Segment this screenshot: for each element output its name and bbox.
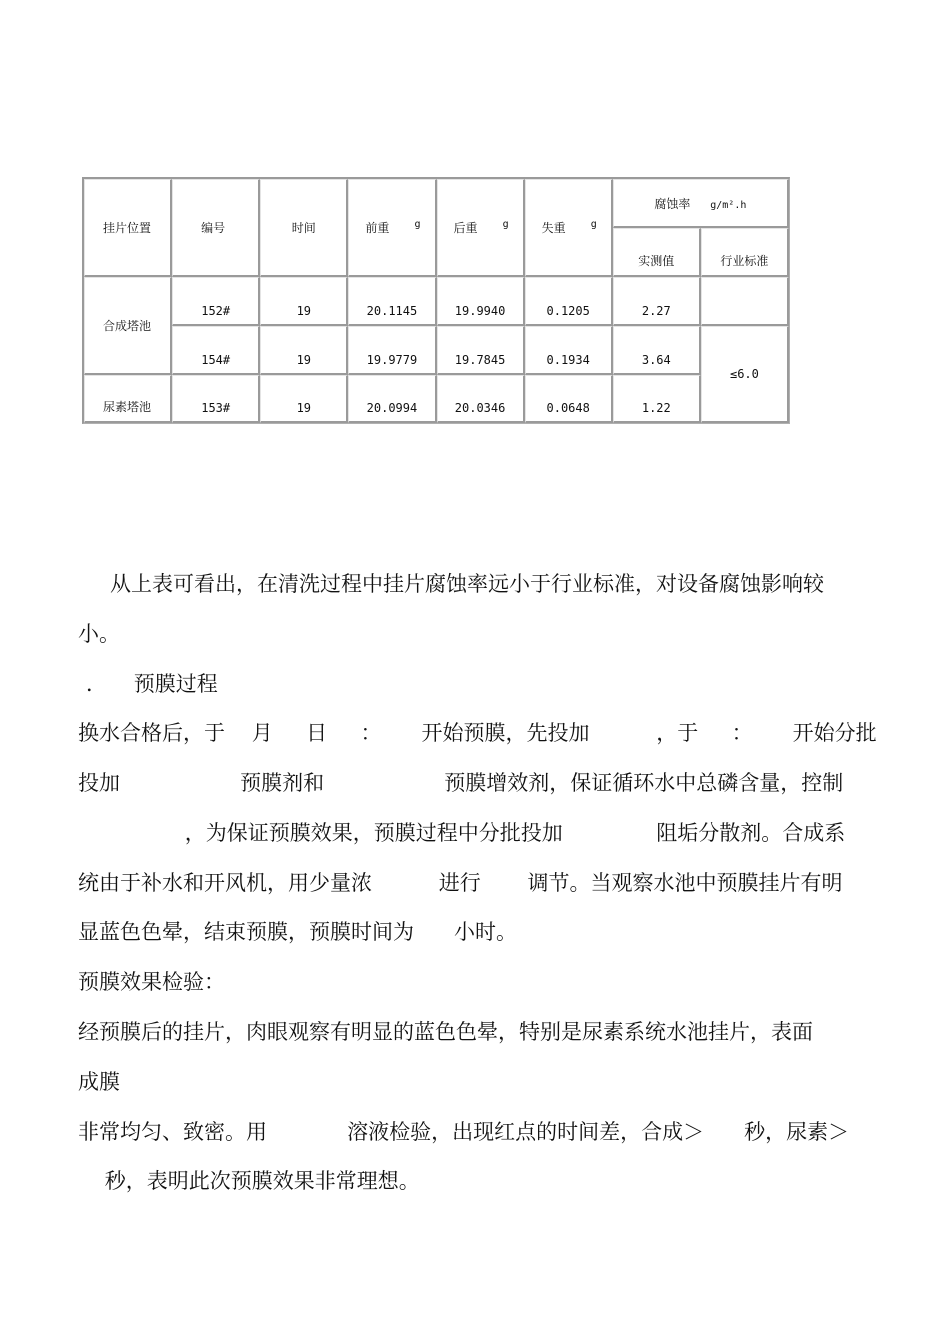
paragraph-result-line2: 秒，表明此次预膜效果非常理想。 xyxy=(78,1169,420,1193)
header-before-weight-label: 前重 xyxy=(365,221,390,235)
paragraph-prefilm-line2: 投加 预膜剂和 预膜增效剂，保证循环水中总磷含量，控制 xyxy=(78,771,844,795)
cell-number: 154# xyxy=(172,326,260,375)
cell-after: 19.9940 xyxy=(437,277,525,326)
header-position: 挂片位置 xyxy=(84,179,172,277)
cell-time: 19 xyxy=(260,375,348,423)
cell-number: 152# xyxy=(172,277,260,326)
table-row xyxy=(84,326,789,375)
header-time: 时间 xyxy=(260,179,348,277)
paragraph-result-line1: 非常均匀、致密。用 溶液检验，出现红点的时间差，合成＞ 秒，尿素＞ xyxy=(78,1120,850,1144)
group-label-synthesis: 合成塔池 xyxy=(84,277,172,375)
cell-lost: 0.1934 xyxy=(525,326,613,375)
header-after-weight-label: 后重 xyxy=(453,221,478,235)
paragraph-prefilm-line4: 统由于补水和开风机，用少量浓 进行 调节。当观察水池中预膜挂片有明 xyxy=(78,871,843,895)
cell-standard-value: ≤6.0 xyxy=(701,326,789,423)
table-row xyxy=(84,277,789,326)
cell-before: 19.9779 xyxy=(348,326,436,375)
cell-measured: 3.64 xyxy=(613,326,701,375)
header-corrosion-rate xyxy=(613,179,789,228)
header-lost-weight xyxy=(525,179,613,277)
header-corrosion-rate-label: 腐蚀率 xyxy=(654,196,691,211)
paragraph-prefilm-line5: 显蓝色色晕，结束预膜，预膜时间为 小时。 xyxy=(78,920,518,944)
paragraph-check-line2: 成膜 xyxy=(78,1070,120,1094)
header-measured: 实测值 xyxy=(613,228,701,277)
cell-time: 19 xyxy=(260,326,348,375)
header-before-weight xyxy=(348,179,436,277)
cell-before: 20.1145 xyxy=(348,277,436,326)
header-after-weight-unit: g xyxy=(502,219,509,230)
header-after-weight xyxy=(437,179,525,277)
cell-standard-empty xyxy=(701,277,789,326)
section-heading-prefilm: ． 预膜过程 xyxy=(86,672,218,696)
cell-after: 20.0346 xyxy=(437,375,525,423)
cell-lost: 0.1205 xyxy=(525,277,613,326)
header-lost-weight-label: 失重 xyxy=(541,221,566,235)
header-standard: 行业标准 xyxy=(701,228,789,277)
cell-before: 20.0994 xyxy=(348,375,436,423)
cell-time: 19 xyxy=(260,277,348,326)
cell-lost: 0.0648 xyxy=(525,375,613,423)
group-label-urea: 尿素塔池 xyxy=(84,375,172,423)
paragraph-prefilm-line1: 换水合格后，于 月 日 ： 开始预膜，先投加 ，于 ： 开始分批 xyxy=(78,721,877,745)
cell-measured: 2.27 xyxy=(613,277,701,326)
header-corrosion-rate-unit: g/m².h xyxy=(710,199,747,211)
table-row xyxy=(84,375,789,423)
corrosion-table xyxy=(82,177,790,424)
cell-number: 153# xyxy=(172,375,260,423)
paragraph-conclusion-line1: 从上表可看出，在清洗过程中挂片腐蚀率远小于行业标准，对设备腐蚀影响较 xyxy=(110,572,824,596)
cell-after: 19.7845 xyxy=(437,326,525,375)
header-before-weight-unit: g xyxy=(414,219,421,230)
header-lost-weight-unit: g xyxy=(590,219,597,230)
paragraph-check-line1: 经预膜后的挂片，肉眼观察有明显的蓝色色晕，特别是尿素系统水池挂片，表面 xyxy=(78,1020,813,1044)
paragraph-prefilm-line3: ，为保证预膜效果，预膜过程中分批投加 阻垢分散剂。合成系 xyxy=(78,821,846,845)
cell-measured: 1.22 xyxy=(613,375,701,423)
paragraph-conclusion-line2: 小。 xyxy=(78,622,120,646)
header-number: 编号 xyxy=(172,179,260,277)
check-title: 预膜效果检验： xyxy=(78,970,225,994)
corrosion-table-wrapper xyxy=(82,177,790,423)
